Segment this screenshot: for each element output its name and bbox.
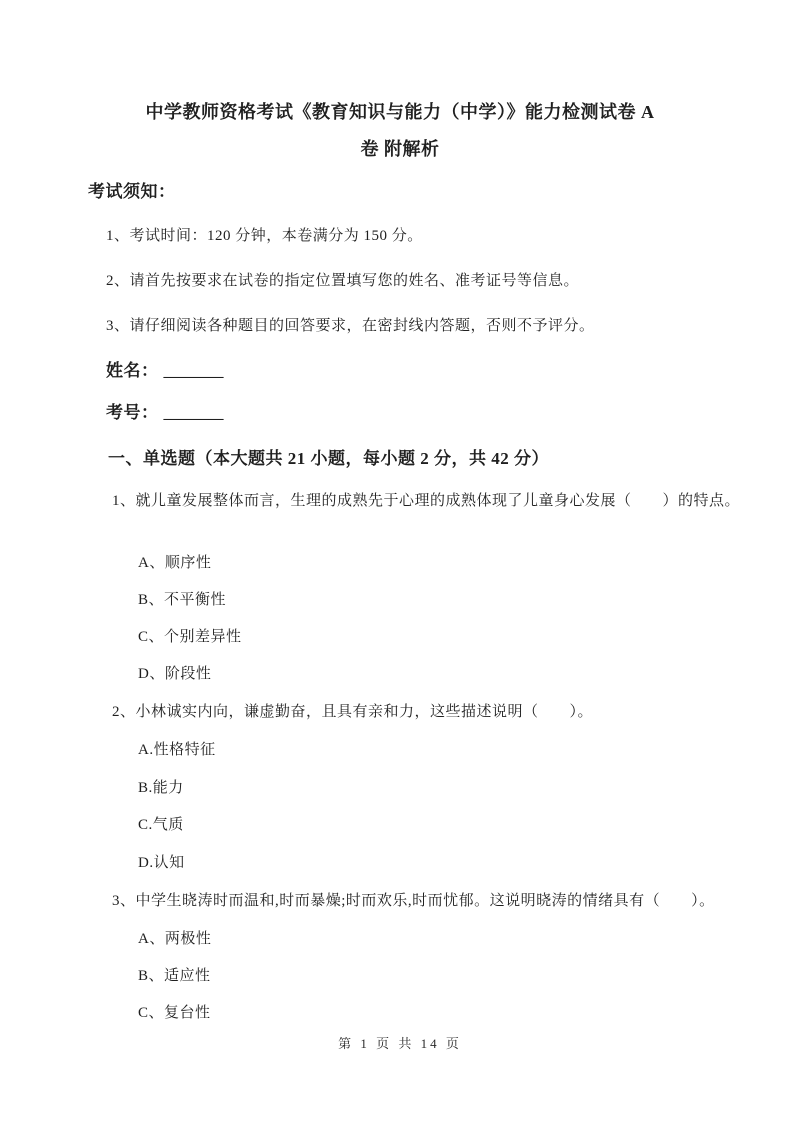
page-number-indicator: 第 1 页 共 14 页 (338, 1036, 462, 1051)
name-field-row (106, 360, 224, 382)
question-1-option-c: C、个别差异性 (138, 629, 242, 645)
question-2-text: 2、小林诚实内向，谦虚勤奋，且具有亲和力，这些描述说明（ ）。 (112, 704, 594, 720)
exam-number-field-label: 考号： (106, 403, 159, 422)
section-heading-single-choice: 一、单选题（本大题共 21 小题，每小题 2 分，共 42 分） (108, 449, 549, 468)
question-2-option-c: C.气质 (138, 817, 184, 833)
notice-item-3: 3、请仔细阅读各种题目的回答要求，在密封线内答题，否则不予评分。 (106, 318, 595, 334)
name-field-label: 姓名： (106, 361, 159, 380)
notice-item-2: 2、请首先按要求在试卷的指定位置填写您的姓名、准考证号等信息。 (106, 273, 580, 289)
question-1-option-d: D、阶段性 (138, 666, 212, 682)
question-2-option-b: B.能力 (138, 780, 184, 796)
question-3-option-b: B、适应性 (138, 968, 211, 984)
question-1-option-b: B、不平衡性 (138, 592, 227, 608)
name-field-blank: ________ (163, 364, 224, 380)
question-3-option-a: A、两极性 (138, 931, 212, 947)
question-2-option-d: D.认知 (138, 855, 185, 871)
question-1-text: 1、就儿童发展整体而言，生理的成熟先于心理的成熟体现了儿童身心发展（ ）的特点。 (112, 493, 741, 509)
exam-notice-heading: 考试须知： (88, 182, 176, 201)
document-title-line-1: 中学教师资格考试《教育知识与能力（中学）》能力检测试卷 A (145, 102, 655, 122)
question-1-option-a: A、顺序性 (138, 555, 212, 571)
exam-number-field-row (106, 402, 224, 424)
question-2-option-a: A.性格特征 (138, 742, 216, 758)
question-3-option-c: C、复台性 (138, 1005, 211, 1021)
exam-number-field-blank: ________ (163, 406, 224, 422)
notice-item-1: 1、考试时间：120 分钟，本卷满分为 150 分。 (106, 228, 423, 244)
question-3-text: 3、中学生晓涛时而温和,时而暴燥;时而欢乐,时而忧郁。这说明晓涛的情绪具有（ ）。 (112, 893, 715, 909)
document-title-line-2: 卷 附解析 (360, 139, 440, 159)
